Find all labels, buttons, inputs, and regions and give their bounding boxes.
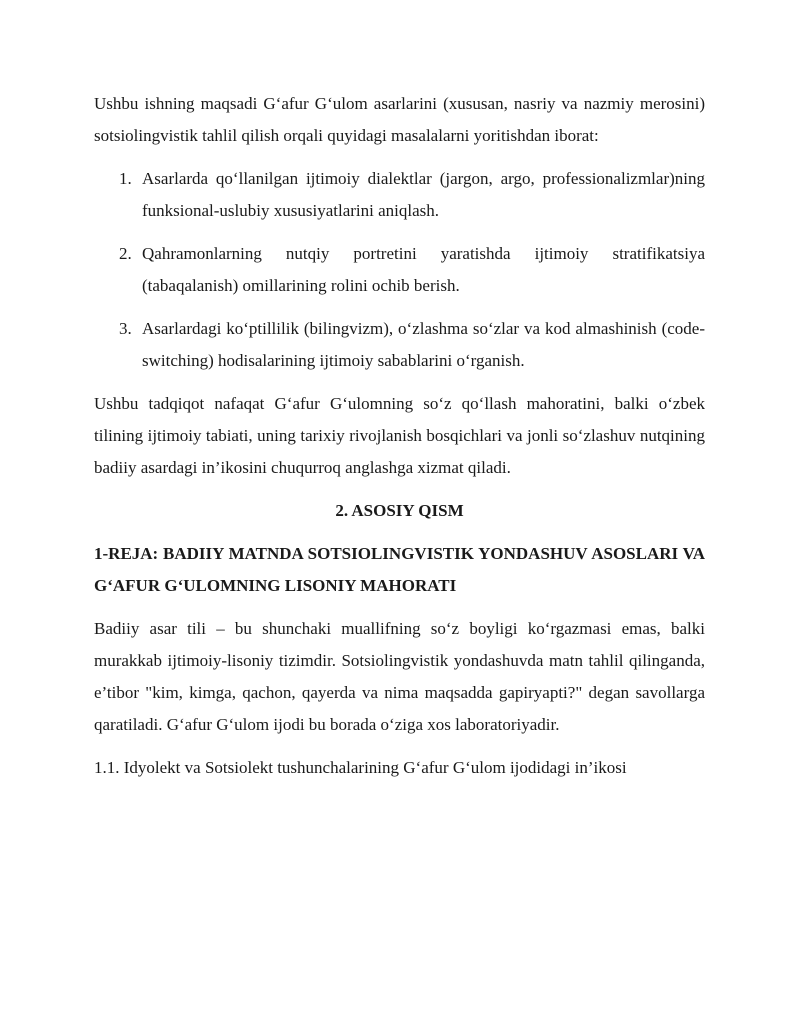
intro-paragraph: Ushbu ishning maqsadi G‘afur G‘ulom asarlarini (xususan, nasriy va nazmiy merosini) sotsiolingvistik tahlil qilish orqali quyidagi masalalarni yoritishdan iborat: [94, 94, 705, 145]
list-item [94, 313, 705, 377]
body-paragraph: Badiiy asar tili – bu shunchaki muallifning so‘z boyligi ko‘rgazmasi emas, balki murakkab ijtimoiy-lisoniy tizimdir. Sotsiolingvistik yondashuvda matn tahlil qilinganda, e’tibor "kim, kimga, qachon, qayerda va nima maqsadda gapiryapti?" degan savollarga qaratiladi. G‘afur G‘ulom ijodi bu borada o‘ziga xos laboratoriyadir. [94, 619, 705, 734]
list-item-text: Asarlarda qo‘llanilgan ijtimoiy dialektlar (jargon, argo, professionalizmlar)ning funksional-uslubiy xususiyatlarini aniqlash. [142, 169, 705, 220]
list-item [94, 238, 705, 302]
list-item-number: 3. [119, 319, 132, 338]
list-item-number: 1. [119, 169, 132, 188]
list-item-text: Qahramonlarning nutqiy portretini yaratishda ijtimoiy stratifikatsiya (tabaqalanish) omillarining rolini ochib berish. [142, 244, 705, 295]
list-item [94, 163, 705, 227]
document-page [94, 88, 705, 784]
objectives-list [94, 163, 705, 377]
list-item-text: Asarlardagi ko‘ptillilik (bilingvizm), o‘zlashma so‘zlar va kod almashinish (code-switching) hodisalarining ijtimoiy sabablarini o‘rganish. [142, 319, 705, 370]
conclusion-paragraph: Ushbu tadqiqot nafaqat G‘afur G‘ulomning so‘z qo‘llash mahoratini, balki o‘zbek tilining ijtimoiy tabiati, uning tarixiy rivojlanish bosqichlari va jonli so‘zlashuv nutqining badiiy asardagi in’ikosini chuqurroq anglashga xizmat qiladi. [94, 394, 705, 477]
subsection-heading: 1.1. Idyolekt va Sotsiolekt tushunchalarining G‘afur G‘ulom ijodidagi in’ikosi [94, 758, 627, 777]
plan-heading: 1-REJA: BADIIY MATNDA SOTSIOLINGVISTIK YONDASHUV ASOSLARI VA G‘AFUR G‘ULOMNING LISONIY MAHORATI [94, 544, 705, 595]
list-item-number: 2. [119, 244, 132, 263]
section-title: 2. ASOSIY QISM [335, 501, 464, 520]
